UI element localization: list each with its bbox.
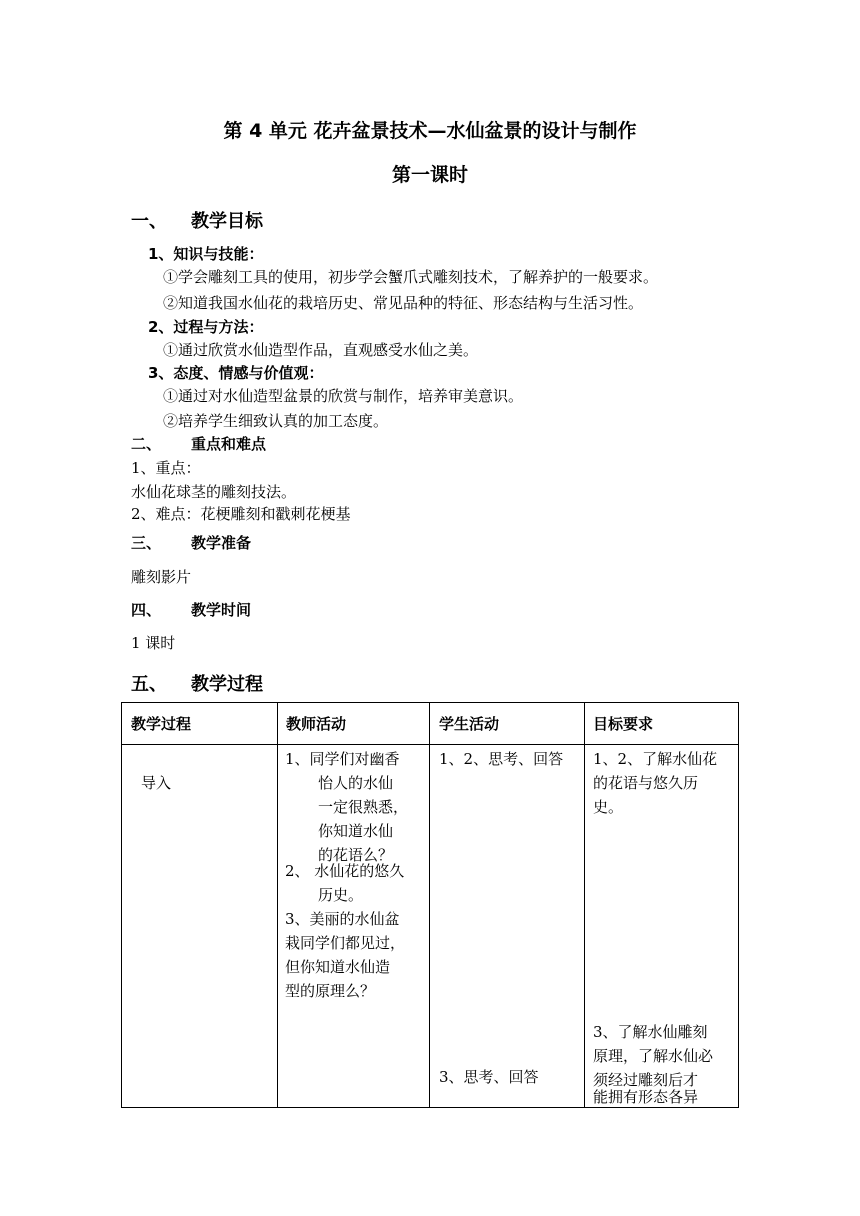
teacher-line: 型的原理么？ — [285, 982, 376, 1000]
key-point-text: 水仙花球茎的雕刻技法。 — [131, 483, 297, 501]
teacher-line: 栽同学们都见过， — [285, 934, 406, 952]
section-2-heading: 重点和难点 — [191, 435, 267, 453]
section-1-heading: 教学目标 — [191, 211, 263, 232]
teacher-line: 历史。 — [318, 886, 364, 904]
teacher-line: 3、美丽的水仙盆 — [285, 910, 400, 928]
goal-line: 1、2、了解水仙花 — [593, 750, 718, 768]
process-table — [121, 702, 739, 1108]
table-header-student: 学生活动 — [439, 715, 500, 733]
goal-line: 3、了解水仙雕刻 — [593, 1023, 708, 1041]
table-header-process: 教学过程 — [131, 715, 192, 733]
process-cell: 导入 — [141, 774, 172, 792]
preparation-text: 雕刻影片 — [131, 568, 192, 586]
time-text: 1 课时 — [131, 634, 176, 652]
difficulty-text: 2、难点：花梗雕刻和戳刺花梗基 — [131, 505, 351, 523]
teacher-line: 1、同学们对幽香 — [285, 750, 400, 768]
table-header-teacher: 教师活动 — [286, 715, 347, 733]
lesson-subtitle: 第一课时 — [391, 164, 468, 186]
section-5-number: 五、 — [131, 674, 167, 695]
section-4-heading: 教学时间 — [191, 601, 252, 619]
table-divider — [277, 703, 278, 1107]
student-cell-2: 3、思考、回答 — [439, 1068, 539, 1086]
teacher-line: 2、 水仙花的悠久 — [285, 862, 405, 880]
document-title: 第 4 单元 花卉盆景技术—水仙盆景的设计与制作 — [223, 120, 637, 142]
table-divider — [584, 703, 585, 1107]
table-divider — [122, 744, 738, 745]
goal-3-heading: 3、态度、情感与价值观： — [148, 364, 324, 382]
goal-line: 原理，了解水仙必 — [593, 1047, 714, 1065]
teacher-line: 一定很熟悉， — [318, 798, 409, 816]
goal-1-heading: 1、知识与技能： — [148, 245, 264, 263]
table-header-goal: 目标要求 — [593, 715, 654, 733]
teacher-line: 的花语么？ — [318, 846, 394, 864]
goal-1-item-2: ②知道我国水仙花的栽培历史、常见品种的特征、形态结构与生活习性。 — [163, 294, 644, 312]
teacher-line: 你知道水仙 — [318, 822, 394, 840]
goal-line: 的花语与悠久历 — [593, 774, 699, 792]
section-3-heading: 教学准备 — [191, 534, 252, 552]
table-divider — [429, 703, 430, 1107]
goal-line: 史。 — [593, 798, 624, 816]
section-5-heading: 教学过程 — [191, 674, 263, 695]
goal-1-item-1: ①学会雕刻工具的使用，初步学会蟹爪式雕刻技术，了解养护的一般要求。 — [163, 268, 659, 286]
goal-2-item-1: ①通过欣赏水仙造型作品，直观感受水仙之美。 — [163, 341, 479, 359]
student-cell-1: 1、2、思考、回答 — [439, 750, 564, 768]
key-point-label: 1、重点： — [131, 459, 201, 477]
goal-3-item-1: ①通过对水仙造型盆景的欣赏与制作，培养审美意识。 — [163, 387, 524, 405]
goal-line: 能拥有形态各异 — [593, 1088, 699, 1106]
goal-3-item-2: ②培养学生细致认真的加工态度。 — [163, 412, 389, 430]
goal-2-heading: 2、过程与方法： — [148, 318, 264, 336]
goal-line: 须经过雕刻后才 — [593, 1071, 699, 1089]
section-1-number: 一、 — [131, 211, 167, 232]
teacher-line: 但你知道水仙造 — [285, 958, 391, 976]
teacher-line: 怡人的水仙 — [318, 774, 394, 792]
section-2-number: 二、 — [131, 435, 162, 453]
section-4-number: 四、 — [131, 601, 162, 619]
section-3-number: 三、 — [131, 534, 162, 552]
